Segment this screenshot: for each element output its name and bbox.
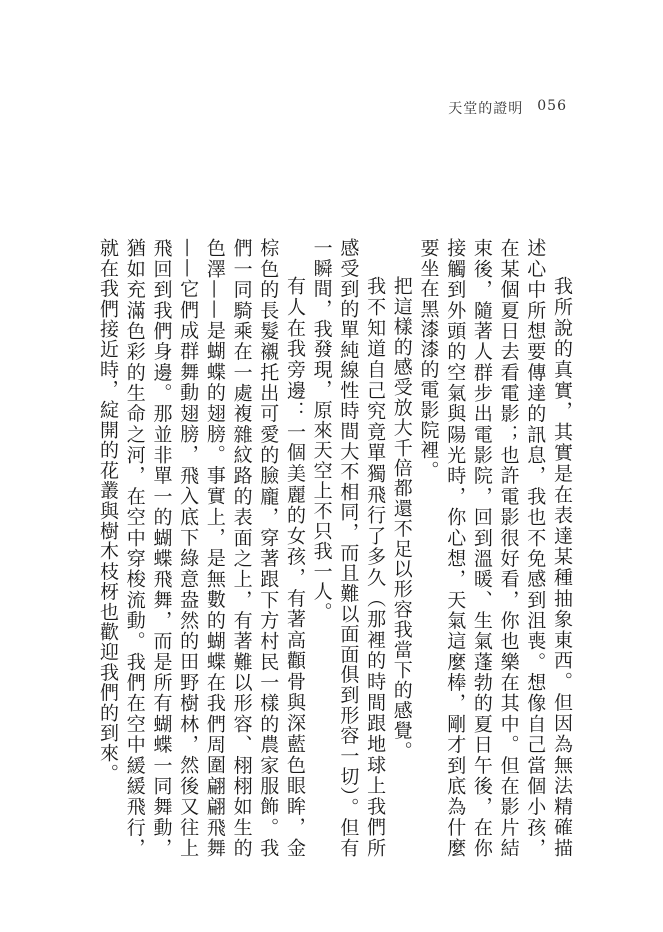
running-header: [448, 98, 567, 118]
paragraph-1: 我所說的真實，其實是在表達某種抽象東西。但因為無法精確描述心中所想要傳達的訊息，我也不免感到沮喪。想像自己當個小孩，在某個夏日去看電影；也許電影很好看，你也樂在其中。但在影片結束後，隨著人群步出電影院，回到溫暖、生氣蓬勃的夏日午後，在你接觸到外頭的空氣與陽光時，你心想，天氣這麼棒，剛才到底為什麼要坐在黑漆漆的電影院裡。: [417, 238, 573, 858]
paragraph-2: 把這樣的感受放大千倍都還不足以形容我當下的感覺。: [390, 276, 413, 761]
page-number: 056: [537, 98, 567, 114]
paragraph-3: 我不知道自己究竟單獨飛行了多久（那裡的時間跟地球上我們所感受到的單純線性時間大不相同，而且難以面面俱到形容一切）。但有一瞬間，我發現，原來天空上不只我一人。: [310, 238, 387, 858]
book-title: 天堂的證明: [448, 101, 524, 117]
body-text: [93, 238, 575, 858]
paragraph-4: 有人在我旁邊：一個美麗的女孩，有著高顴骨與深藍色眼眸，金棕色的長髮襯托出可愛的臉龐，穿著跟下方村民一樣的農家服飾。我們一同騎乘在一處複雜紋路的表面之上，有著難以形容、栩栩如生的色澤——是蝴蝶的翅膀。事實上，是無數的蝴蝶在我們周圍翩翩飛舞——它們成群舞動翅膀，飛入底下綠意盎然的田野樹林，然後又往上飛回到我們身邊。那並非單一的蝴蝶飛舞，而是所有蝴蝶一同舞動，猶如充滿色彩的生命之河，在空中穿梭流動。我們在空中緩緩飛行，就在我們接近時，綻開的花叢與樹木枝枒也歡迎我們的到來。: [97, 238, 306, 858]
